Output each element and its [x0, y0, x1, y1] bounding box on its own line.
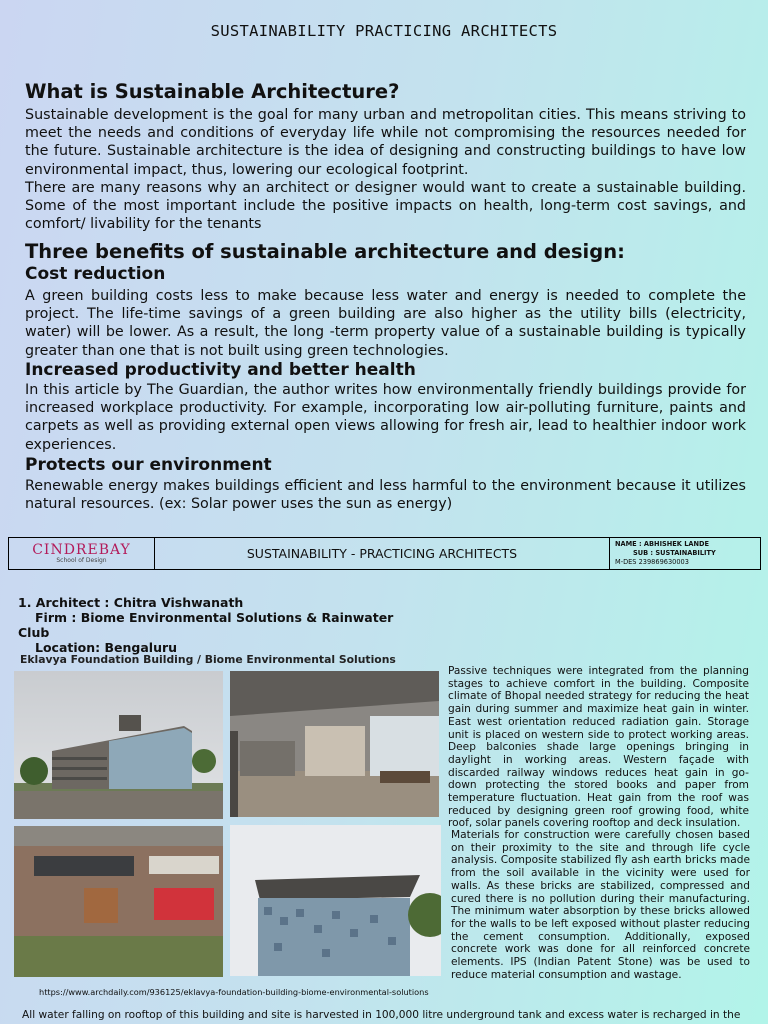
what-is-body	[25, 106, 746, 233]
architect-name: 1. Architect : Chitra Vishwanath	[18, 595, 244, 610]
tower-facade-photo	[230, 825, 441, 976]
page-title: SUSTAINABILITY PRACTICING ARCHITECTS	[210, 22, 558, 40]
cost-reduction-heading: Cost reduction	[25, 264, 166, 284]
materials-text: Materials for construction were carefully chosen based on their proximity to the site and through life cycle analysis. Composite stabilized fly ash earth bricks made from the soil available in the vicinity were used for walls. As these bricks are stabilized, compressed and cured there is no pollution during their manufacturing. The minimum water absorption by these bricks allowed for the walls to be left exposed without plaster reducing the cement consumption. Additionally, exposed concrete work was done for all reinforced concrete elements. IPS (Indian Patent Stone) was be used to reduce material consumption and wastage.	[451, 829, 750, 981]
facade-photo	[14, 826, 223, 977]
environment-body: Renewable energy makes buildings efficient and less harmful to the environment because it utilizes natural resources. (ex: Solar power uses the sun as energy)	[25, 478, 746, 513]
photo-caption: Eklavya Foundation Building / Biome Environmental Solutions	[20, 653, 396, 666]
passive-techniques-text: Passive techniques were integrated from the planning stages to achieve comfort in the building. Composite climate of Bhopal needed strategy for reducing the heat gain during summer and maximize heat gain in winter. East west orientation reduced radiation gain. Storage unit is placed on western side to protect working areas. Deep balconies shade large openings bringing in daylight in working areas. Western façade with discarded railway windows reduces heat gain in go-down protecting the stored books and paper from temperature fluctuation. Heat gain from the roof was reduced by designing green roof growing food, white roof, solar panels covering rooftop and deck insulation.	[448, 665, 749, 830]
benefits-heading: Three benefits of sustainable architecture and design:	[25, 240, 625, 263]
cost-reduction-body: A green building costs less to make because less water and energy is needed to complete the project. The life-time savings of a green building are also higher as the utility bills (electricity, water) will be lower. As a result, the long -term property value of a sustainable building is typically greater than one that is not built using green technologies.	[25, 288, 746, 359]
logo-subtext: School of Design	[56, 557, 107, 564]
student-id: M-DES 239869630003	[615, 558, 689, 566]
productivity-body: In this article by The Guardian, the author writes how environmentally friendly buildings provide for increased workplace productivity. For example, incorporating low air-polluting furniture, paints and carpets as well as providing external open views allowing for fresh air, lead to healthier indoor work experiences.	[25, 382, 746, 453]
building-exterior-photo	[14, 671, 223, 819]
building-interior-photo	[230, 671, 439, 817]
what-is-paragraph-1: Sustainable development is the goal for many urban and metropolitan cities. This means striving to meet the needs and conditions of everyday life while not compromising the resources needed for the future. Sustainable architecture is the idea of designing and constructing buildings to have low environmental impact, thus, lowering our ecological footprint.	[25, 107, 746, 178]
architect-firm-cont: Club	[18, 625, 50, 640]
logo-text: CINDREBAY	[32, 542, 131, 558]
environment-heading: Protects our environment	[25, 455, 272, 475]
student-name: NAME : ABHISHEK LANDE	[615, 540, 709, 548]
architect-firm: Firm : Biome Environmental Solutions & Rainwater	[35, 610, 394, 625]
productivity-heading: Increased productivity and better health	[25, 360, 416, 380]
school-logo	[9, 538, 155, 569]
what-is-paragraph-2: There are many reasons why an architect or designer would want to create a sustainable building. Some of the most important include the positive impacts on health, long-term cost savings, and comfort/ livability for the tenants	[25, 179, 746, 233]
info-bar-title: SUSTAINABILITY - PRACTICING ARCHITECTS	[155, 538, 610, 569]
student-subject: SUB : SUSTAINABILITY	[633, 549, 716, 557]
what-is-heading: What is Sustainable Architecture?	[25, 80, 400, 103]
architect-location: Location: Bengaluru	[35, 640, 178, 655]
source-link[interactable]: https://www.archdaily.com/936125/eklavya-foundation-building-biome-environmental-solutions	[39, 987, 429, 997]
student-info	[610, 540, 760, 569]
architect-details	[18, 595, 393, 655]
info-bar	[8, 537, 761, 570]
rainwater-text: All water falling on rooftop of this building and site is harvested in 100,000 litre underground tank and excess water is recharged in the	[22, 1009, 741, 1021]
